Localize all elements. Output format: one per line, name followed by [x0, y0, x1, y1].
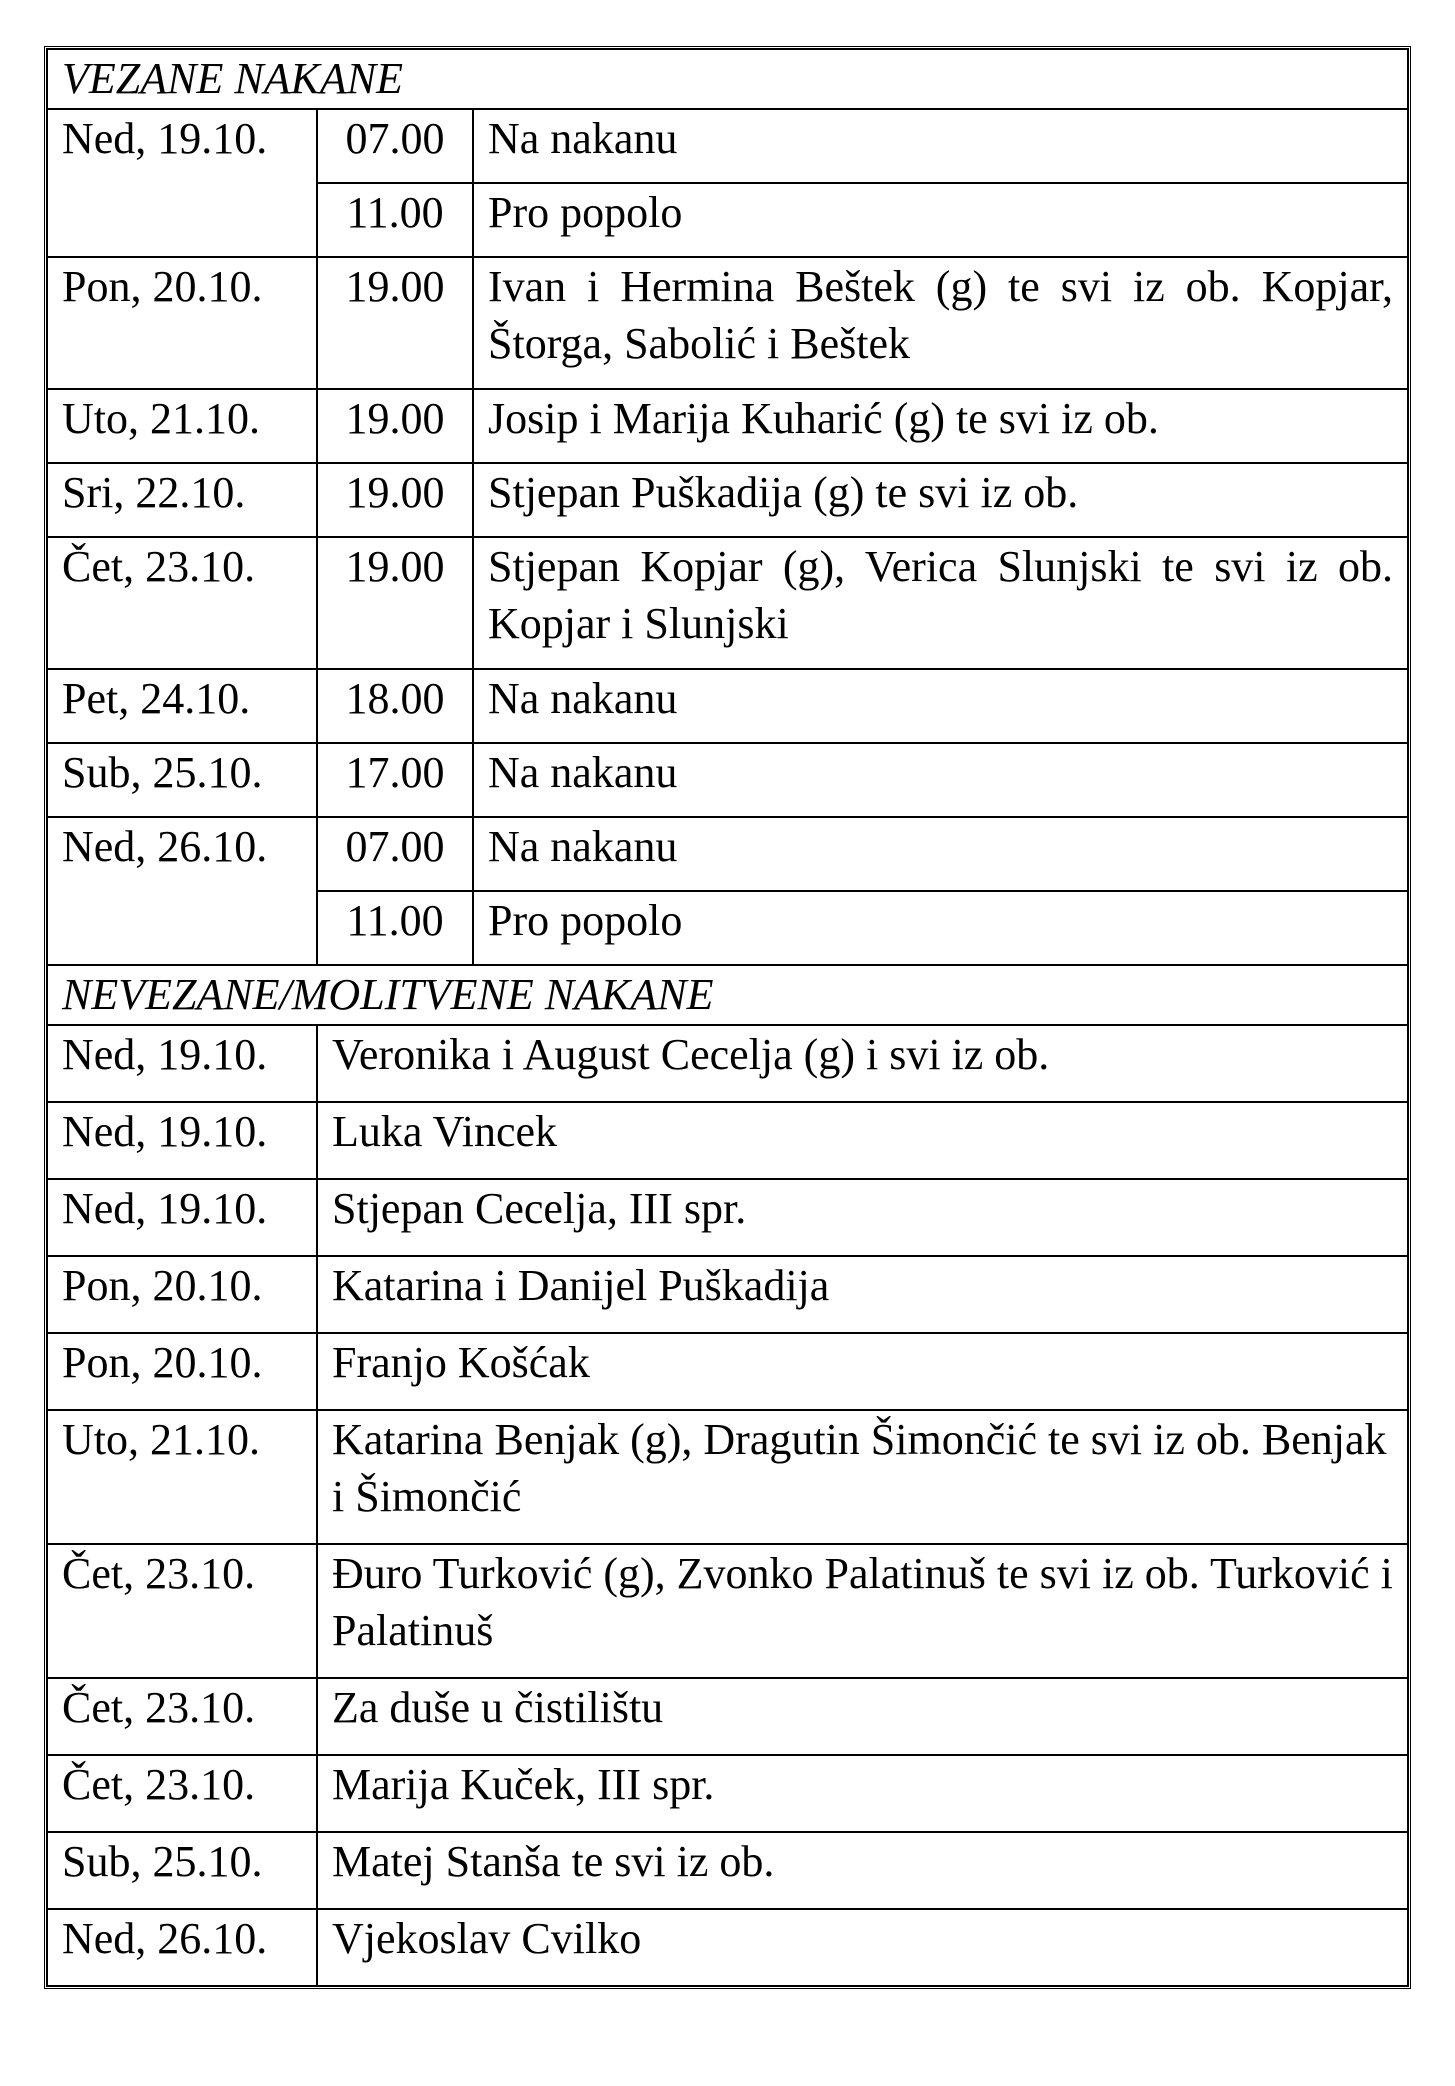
intention-cell: Stjepan Cecelja, III spr.: [317, 1179, 1408, 1256]
table-row: [47, 1256, 1408, 1333]
intention-cell: Luka Vincek: [317, 1102, 1408, 1179]
date-cell: Ned, 26.10.: [47, 817, 317, 965]
table-row: [47, 743, 1408, 817]
date-cell: Sub, 25.10.: [47, 743, 317, 817]
date-cell: Uto, 21.10.: [47, 1410, 317, 1544]
date-cell: Pet, 24.10.: [47, 669, 317, 743]
date-cell: Pon, 20.10.: [47, 257, 317, 389]
table-row: [47, 817, 1408, 891]
intention-cell: Za duše u čistilištu: [317, 1678, 1408, 1755]
time-cell: 19.00: [317, 463, 473, 537]
date-cell: Ned, 26.10.: [47, 1909, 317, 1986]
table-row: [47, 669, 1408, 743]
time-cell: 18.00: [317, 669, 473, 743]
table-row: [47, 1544, 1408, 1678]
date-cell: Čet, 23.10.: [47, 1678, 317, 1755]
intention-cell: Pro popolo: [473, 183, 1408, 257]
mass-intentions-table: [44, 46, 1411, 1989]
time-cell: 17.00: [317, 743, 473, 817]
table-row: [47, 1410, 1408, 1544]
table-row: [47, 109, 1408, 183]
intention-cell: Veronika i August Cecelja (g) i svi iz ob.: [317, 1025, 1408, 1102]
date-cell: Ned, 19.10.: [47, 109, 317, 257]
time-cell: 19.00: [317, 389, 473, 463]
intention-cell: Na nakanu: [473, 817, 1408, 891]
time-cell: 11.00: [317, 891, 473, 965]
intention-cell: Katarina Benjak (g), Dragutin Šimončić te svi iz ob. Benjak i Šimončić: [317, 1410, 1408, 1544]
intention-cell: Vjekoslav Cvilko: [317, 1909, 1408, 1986]
intention-cell: Na nakanu: [473, 669, 1408, 743]
table-row: [47, 1102, 1408, 1179]
section-title-nevezane: NEVEZANE/MOLITVENE NAKANE: [47, 965, 1408, 1025]
table-row: [47, 537, 1408, 669]
table-row: [47, 1179, 1408, 1256]
date-cell: Ned, 19.10.: [47, 1102, 317, 1179]
date-cell: Uto, 21.10.: [47, 389, 317, 463]
time-cell: 07.00: [317, 817, 473, 891]
intention-cell: Đuro Turković (g), Zvonko Palatinuš te svi iz ob. Turković i Palatinuš: [317, 1544, 1408, 1678]
table-row: [47, 1333, 1408, 1410]
time-cell: 11.00: [317, 183, 473, 257]
date-cell: Pon, 20.10.: [47, 1333, 317, 1410]
date-cell: Ned, 19.10.: [47, 1025, 317, 1102]
table-row: [47, 1678, 1408, 1755]
date-cell: Ned, 19.10.: [47, 1179, 317, 1256]
table-row: [47, 1909, 1408, 1986]
table-row: [47, 1755, 1408, 1832]
intention-cell: Pro popolo: [473, 891, 1408, 965]
time-cell: 19.00: [317, 537, 473, 669]
intention-cell: Josip i Marija Kuharić (g) te svi iz ob.: [473, 389, 1408, 463]
intention-cell: Matej Stanša te svi iz ob.: [317, 1832, 1408, 1909]
date-cell: Pon, 20.10.: [47, 1256, 317, 1333]
time-cell: 07.00: [317, 109, 473, 183]
table-row: [47, 389, 1408, 463]
date-cell: Čet, 23.10.: [47, 537, 317, 669]
table-row: [47, 257, 1408, 389]
date-cell: Sub, 25.10.: [47, 1832, 317, 1909]
intention-cell: Na nakanu: [473, 743, 1408, 817]
date-cell: Čet, 23.10.: [47, 1544, 317, 1678]
intention-cell: Franjo Košćak: [317, 1333, 1408, 1410]
intention-cell: Katarina i Danijel Puškadija: [317, 1256, 1408, 1333]
intention-cell: Na nakanu: [473, 109, 1408, 183]
intention-cell: Ivan i Hermina Beštek (g) te svi iz ob. Kopjar, Štorga, Sabolić i Beštek: [473, 257, 1408, 389]
intention-cell: Marija Kuček, III spr.: [317, 1755, 1408, 1832]
time-cell: 19.00: [317, 257, 473, 389]
table-row: [47, 463, 1408, 537]
date-cell: Sri, 22.10.: [47, 463, 317, 537]
section-title-vezane: VEZANE NAKANE: [47, 49, 1408, 109]
intention-cell: Stjepan Puškadija (g) te svi iz ob.: [473, 463, 1408, 537]
table-row: [47, 1025, 1408, 1102]
page: [44, 46, 1411, 1989]
intention-cell: Stjepan Kopjar (g), Verica Slunjski te svi iz ob. Kopjar i Slunjski: [473, 537, 1408, 669]
table-row: [47, 1832, 1408, 1909]
date-cell: Čet, 23.10.: [47, 1755, 317, 1832]
